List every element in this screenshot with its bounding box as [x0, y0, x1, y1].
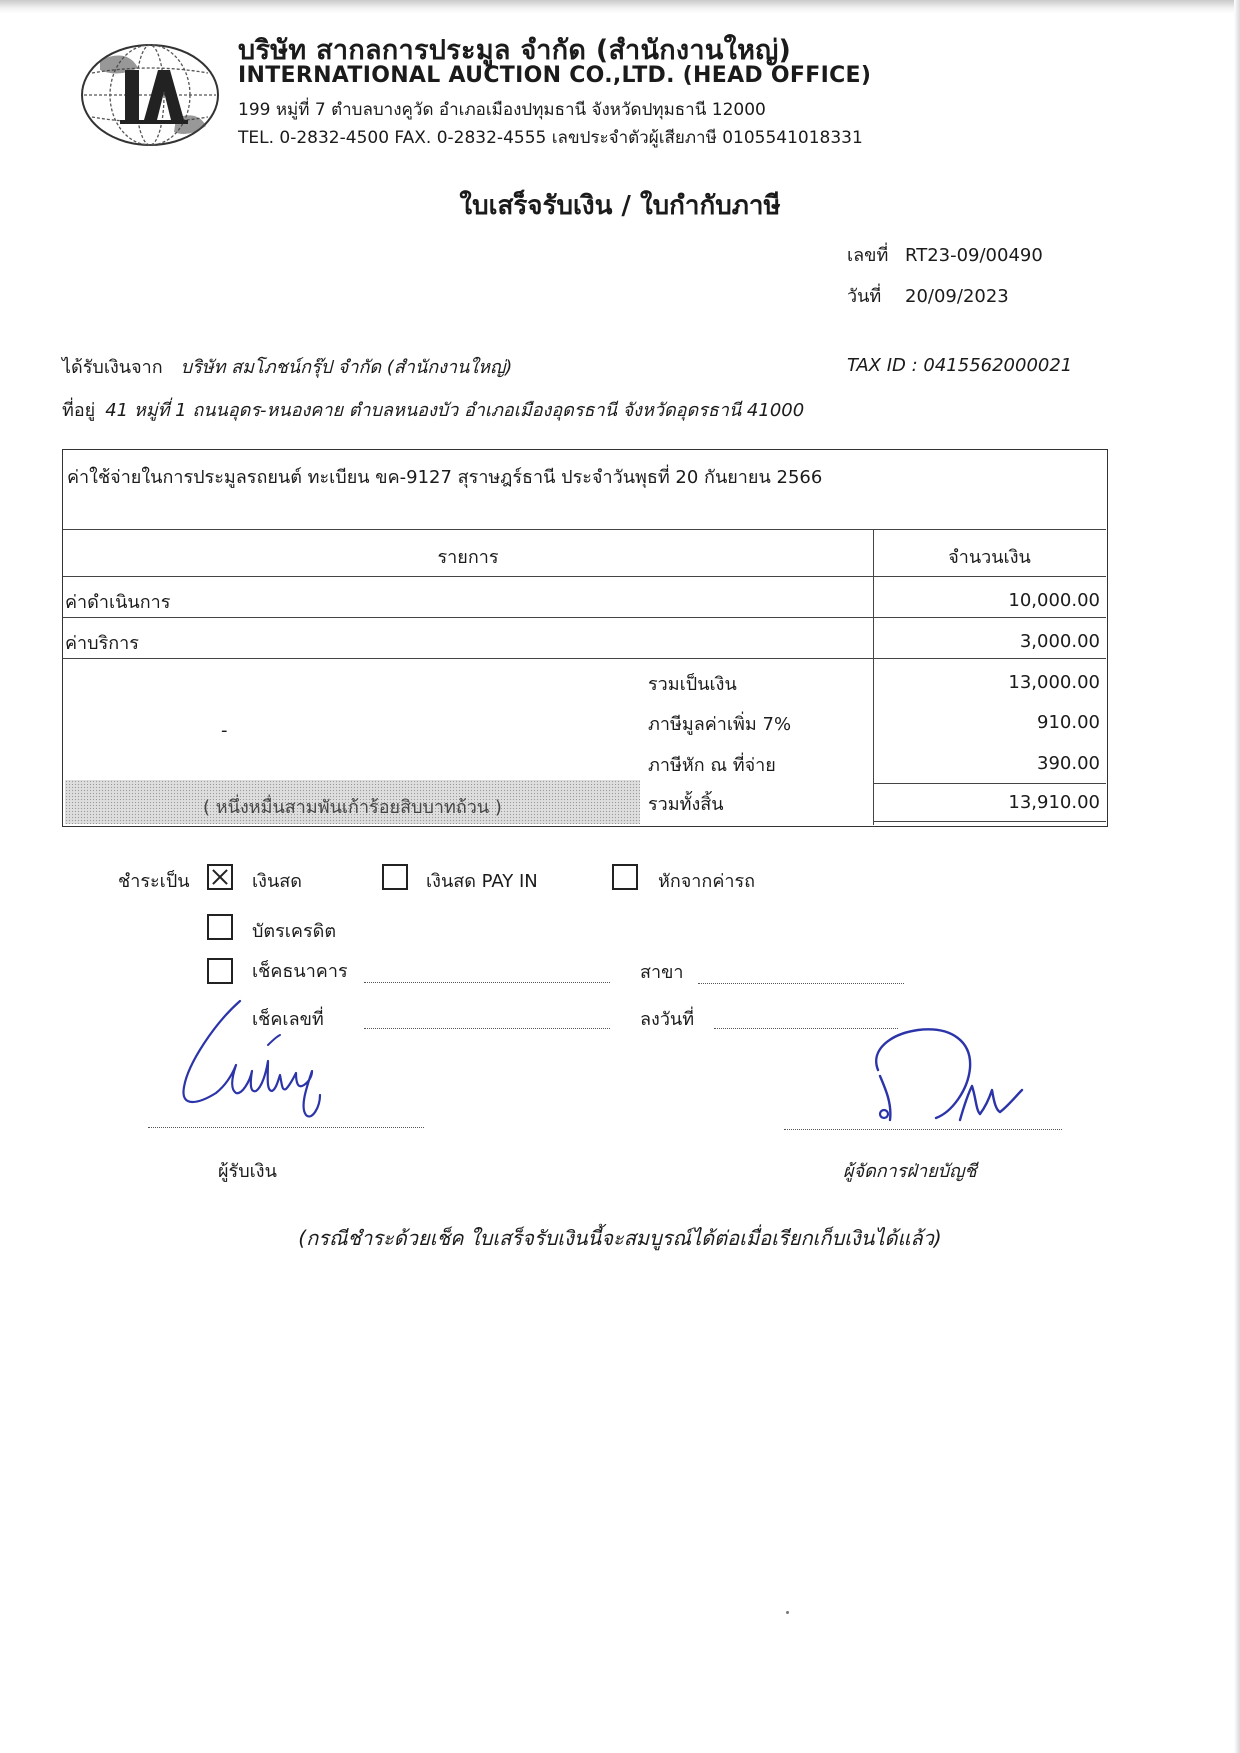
scan-right-edge	[1234, 0, 1240, 1753]
document-number	[847, 240, 1043, 269]
customer-address: 41 หมู่ที่ 1 ถนนอุดร-หนองคาย ตำบลหนองบัว อำเภอเมืองอุดรธานี จังหวัดอุดรธานี 41000	[105, 400, 805, 421]
cash-checkbox[interactable]	[207, 864, 233, 890]
summary-label: ภาษีหัก ณ ที่จ่าย	[648, 755, 776, 776]
cheque-note: (กรณีชำระด้วยเช็ค ใบเสร็จรับเงินนี้จะสมบูรณ์ได้ต่อเมื่อเรียกเก็บเงินได้แล้ว)	[298, 1226, 942, 1250]
company-name-thai: บริษัท สากลการประมูล จำกัด (สำนักงานใหญ่)	[238, 35, 792, 66]
payment-label: ชำระเป็น	[118, 871, 190, 892]
deduct-from-car-checkbox[interactable]	[612, 864, 638, 890]
accounting-manager-label: ผู้จัดการฝ่ายบัญชี	[843, 1161, 977, 1182]
items-table	[62, 449, 1108, 827]
receiver-signature-icon	[170, 995, 360, 1125]
company-address: 199 หมู่ที่ 7 ตำบลบางคูวัด อำเภอเมืองปทุมธานี จังหวัดปทุมธานี 12000	[238, 100, 766, 120]
amount-in-words-box	[65, 780, 640, 824]
credit-card-checkbox[interactable]	[207, 914, 233, 940]
amount-in-words: ( หนึ่งหมื่นสามพันเก้าร้อยสิบบาทถ้วน )	[203, 797, 502, 818]
document-date-label: วันที่	[847, 286, 882, 307]
summary-amount: 390.00	[1037, 753, 1100, 774]
summary-label: รวมเป็นเงิน	[648, 674, 737, 695]
item-row-label: ค่าบริการ	[65, 633, 139, 654]
column-header-item: รายการ	[437, 547, 499, 568]
globe-ia-logo-icon	[78, 40, 223, 150]
customer-address-label: ที่อยู่	[62, 400, 96, 421]
customer-tax-id: TAX ID : 0415562000021	[847, 355, 1073, 376]
scan-speck	[786, 1611, 789, 1614]
deduct-from-car-option-label: หักจากค่ารถ	[658, 871, 756, 892]
cheque-number-line	[364, 1028, 610, 1029]
summary-amount: 13,000.00	[1008, 672, 1100, 693]
document-number-value: RT23-09/00490	[905, 245, 1043, 266]
cheque-number-label: เช็คเลขที่	[252, 1009, 324, 1030]
cash-pay-in-checkbox[interactable]	[382, 864, 408, 890]
stray-mark: -	[221, 720, 228, 741]
receiver-label: ผู้รับเงิน	[218, 1161, 277, 1182]
cash-option-label: เงินสด	[252, 871, 302, 892]
grand-total-amount: 13,910.00	[1008, 792, 1100, 813]
summary-amount: 910.00	[1037, 712, 1100, 733]
document-date	[847, 281, 1009, 310]
receiver-signature-line	[148, 1127, 424, 1128]
branch-line	[698, 983, 904, 984]
grand-total-label: รวมทั้งสิ้น	[648, 794, 724, 815]
branch-label: สาขา	[640, 962, 684, 983]
document-title: ใบเสร็จรับเงิน / ใบกำกับภาษี	[459, 191, 781, 221]
document-number-label: เลขที่	[847, 245, 889, 266]
item-row-label: ค่าดำเนินการ	[65, 592, 171, 613]
cash-pay-in-option-label: เงินสด PAY IN	[426, 871, 538, 892]
customer-name: บริษัท สมโภชน์กรุ๊ป จำกัด (สำนักงานใหญ่)	[180, 357, 513, 378]
item-row-amount: 10,000.00	[1008, 590, 1100, 611]
expense-description: ค่าใช้จ่ายในการประมูลรถยนต์ ทะเบียน ขค-9127 สุราษฎร์ธานี ประจำวันพุธที่ 20 กันยายน 2566	[67, 467, 823, 488]
received-from	[62, 352, 512, 381]
company-contact: TEL. 0-2832-4500 FAX. 0-2832-4555 เลขประจำตัวผู้เสียภาษี 0105541018331	[238, 128, 863, 148]
document-date-value: 20/09/2023	[905, 286, 1009, 307]
manager-signature-line	[784, 1129, 1062, 1130]
cheque-date-label: ลงวันที่	[640, 1009, 695, 1030]
item-row-amount: 3,000.00	[1019, 631, 1100, 652]
scan-top-edge	[0, 0, 1240, 14]
manager-signature-icon	[840, 1020, 1070, 1130]
bank-cheque-checkbox[interactable]	[207, 958, 233, 984]
bank-cheque-line	[364, 982, 610, 983]
column-header-amount: จำนวนเงิน	[948, 547, 1031, 568]
bank-cheque-option-label: เช็คธนาคาร	[252, 961, 348, 982]
customer-address-line	[62, 395, 804, 424]
credit-card-option-label: บัตรเครดิต	[252, 921, 337, 942]
summary-label: ภาษีมูลค่าเพิ่ม 7%	[648, 714, 792, 735]
company-name-english: INTERNATIONAL AUCTION CO.,LTD. (HEAD OFFICE)	[238, 63, 872, 88]
received-from-label: ได้รับเงินจาก	[62, 357, 163, 378]
